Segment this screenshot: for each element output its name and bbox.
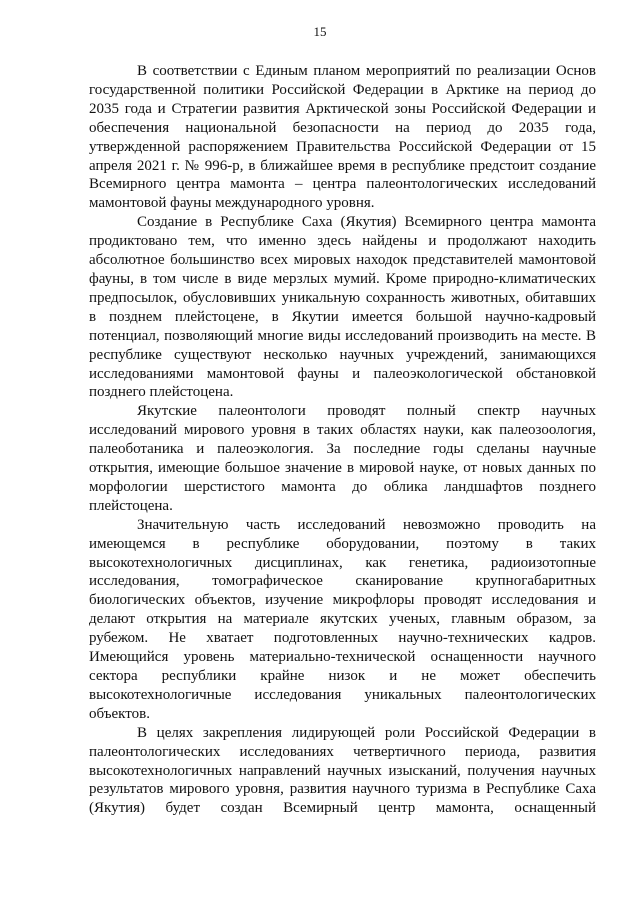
paragraph-equipment-shortage: Значительную часть исследований невозможно проводить на имеющемся в республике оборудовании, поэтому в таких высокотехнологичных дисциплинах, как генетика, радиоизотопные исследования, томографическое сканирование крупногабаритных биологических объектов, изучение микрофлоры проводят исследования и делают открытия на материале якутских ученых, главным образом, за рубежом. Не хватает подготовленных научно-технических кадров. Имеющийся уровень материально-технической оснащенности научного сектора республики крайне низок и не может обеспечить высокотехнологичные исследования уникальных палеонтологических объектов. (89, 516, 596, 722)
paragraph-yakutia-rationale: Создание в Республике Саха (Якутия) Всемирного центра мамонта продиктовано тем, что именно здесь найдены и продолжают находить абсолютное большинство всех мировых находок представителей мамонтовой фауны, в том числе в виде мерзлых мумий. Кроме природно-климатических предпосылок, обусловивших уникальную сохранность животных, обитавших в позднем плейстоцене, в Якутии имеется большой научно-кадровый потенциал, позволяющий многие виды исследований производить на месте. В республике существуют несколько научных учреждений, занимающихся исследованиями мамонтовой фауны и палеоэкологической обстановкой позднего плейстоцена. (89, 214, 596, 401)
paragraph-mammoth-center-plan: В соответствии с Единым планом мероприятий по реализации Основ государственной политики Российской Федерации в Арктике на период до 2035 года и Стратегии развития Арктической зоны Российской Федерации и обеспечения национальной безопасности на период до 2035 года, утвержденной распоряжением Правительства Российской Федерации от 15 апреля 2021 г. № 996-р, в ближайшее время в республике предстоит создание Всемирного центра мамонта – центра палеонтологических исследований мамонтовой фауны международного уровня. (89, 63, 596, 212)
page-number: 15 (313, 24, 327, 39)
paragraph-paleontology-research: Якутские палеонтологи проводят полный спектр научных исследований мирового уровня в таких областях науки, как палеозоология, палеоботаника и палеоэкология. За последние годы сделаны научные открытия, имеющие большое значение в мировой науке, от новых данных по морфологии шерстистого мамонта до облика ландшафтов позднего плейстоцена. (89, 403, 596, 514)
body-text (89, 62, 596, 818)
paragraph-center-goals: В целях закрепления лидирующей роли Российской Федерации в палеонтологических исследованиях четвертичного периода, развития высокотехнологичных направлений научных изысканий, получения научных результатов мирового уровня, развития научного туризма в Республике Саха (Якутия) будет создан Всемирный центр мамонта, оснащенный (89, 724, 596, 817)
